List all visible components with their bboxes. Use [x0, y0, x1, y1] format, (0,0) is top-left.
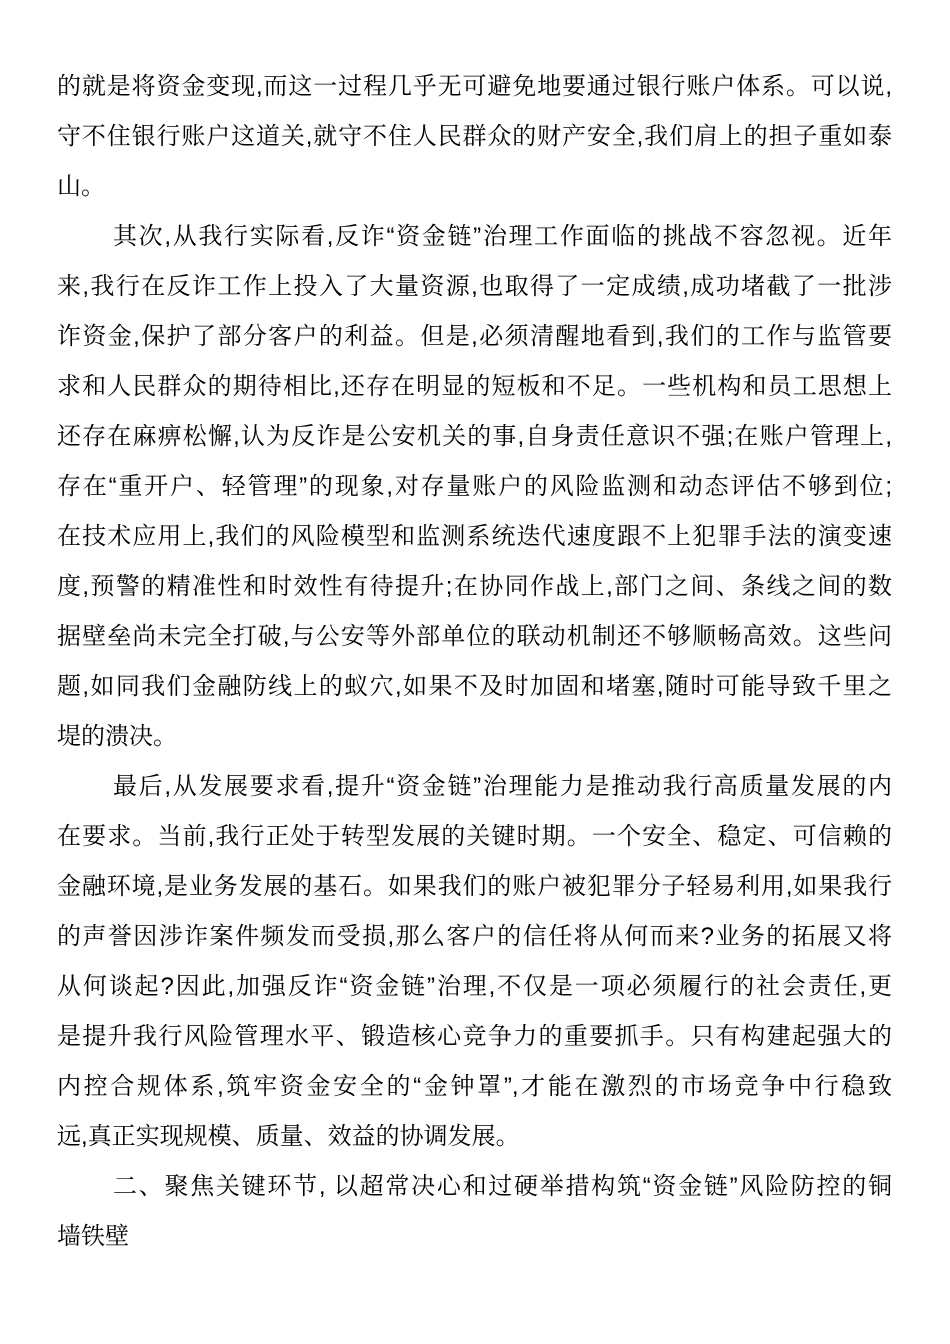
text-line: 堤的溃决。	[57, 723, 177, 750]
text-line: 求和人民群众的期待相比,还存在明显的短板和不足。一些机构和员工思想上	[57, 373, 892, 400]
text-line: 最后,从发展要求看,提升“资金链”治理能力是推动我行高质量发展的内	[113, 773, 892, 800]
text-line: 还存在麻痹松懈,认为反诈是公安机关的事,自身责任意识不强;在账户管理上,	[57, 423, 892, 450]
text-line: 存在“重开户、轻管理”的现象,对存量账户的风险监测和动态评估不够到位;	[57, 473, 892, 500]
text-line: 从何谈起?因此,加强反诈“资金链”治理,不仅是一项必须履行的社会责任,更	[57, 973, 892, 1000]
text-line: 度,预警的精准性和时效性有待提升;在协同作战上,部门之间、条线之间的数	[57, 573, 892, 600]
heading-line: 二、聚焦关键环节, 以超常决心和过硬举措构筑“资金链”风险防控的铜	[113, 1173, 892, 1200]
text-line: 的就是将资金变现,而这一过程几乎无可避免地要通过银行账户体系。可以说,	[57, 73, 892, 100]
text-line: 在要求。当前,我行正处于转型发展的关键时期。一个安全、稳定、可信赖的	[57, 823, 892, 850]
text-line: 来,我行在反诈工作上投入了大量资源,也取得了一定成绩,成功堵截了一批涉	[57, 273, 892, 300]
text-line: 守不住银行账户这道关,就守不住人民群众的财产安全,我们肩上的担子重如泰	[57, 123, 892, 150]
text-line: 据壁垒尚未完全打破,与公安等外部单位的联动机制还不够顺畅高效。这些问	[57, 623, 892, 650]
text-line: 题,如同我们金融防线上的蚁穴,如果不及时加固和堵塞,随时可能导致千里之	[57, 673, 892, 700]
text-line: 其次,从我行实际看,反诈“资金链”治理工作面临的挑战不容忽视。近年	[113, 223, 892, 250]
text-line: 的声誉因涉诈案件频发而受损,那么客户的信任将从何而来?业务的拓展又将	[57, 923, 892, 950]
text-line: 金融环境,是业务发展的基石。如果我们的账户被犯罪分子轻易利用,如果我行	[57, 873, 892, 900]
heading-line: 墙铁壁	[57, 1223, 129, 1250]
document-text	[57, 62, 892, 1262]
text-line: 在技术应用上,我们的风险模型和监测系统迭代速度跟不上犯罪手法的演变速	[57, 523, 892, 550]
text-line: 山。	[57, 173, 105, 200]
text-line: 是提升我行风险管理水平、锻造核心竞争力的重要抓手。只有构建起强大的	[57, 1023, 892, 1050]
text-line: 远,真正实现规模、质量、效益的协调发展。	[57, 1123, 520, 1150]
text-line: 诈资金,保护了部分客户的利益。但是,必须清醒地看到,我们的工作与监管要	[57, 323, 892, 350]
text-line: 内控合规体系,筑牢资金安全的“金钟罩”,才能在激烈的市场竞争中行稳致	[57, 1073, 892, 1100]
